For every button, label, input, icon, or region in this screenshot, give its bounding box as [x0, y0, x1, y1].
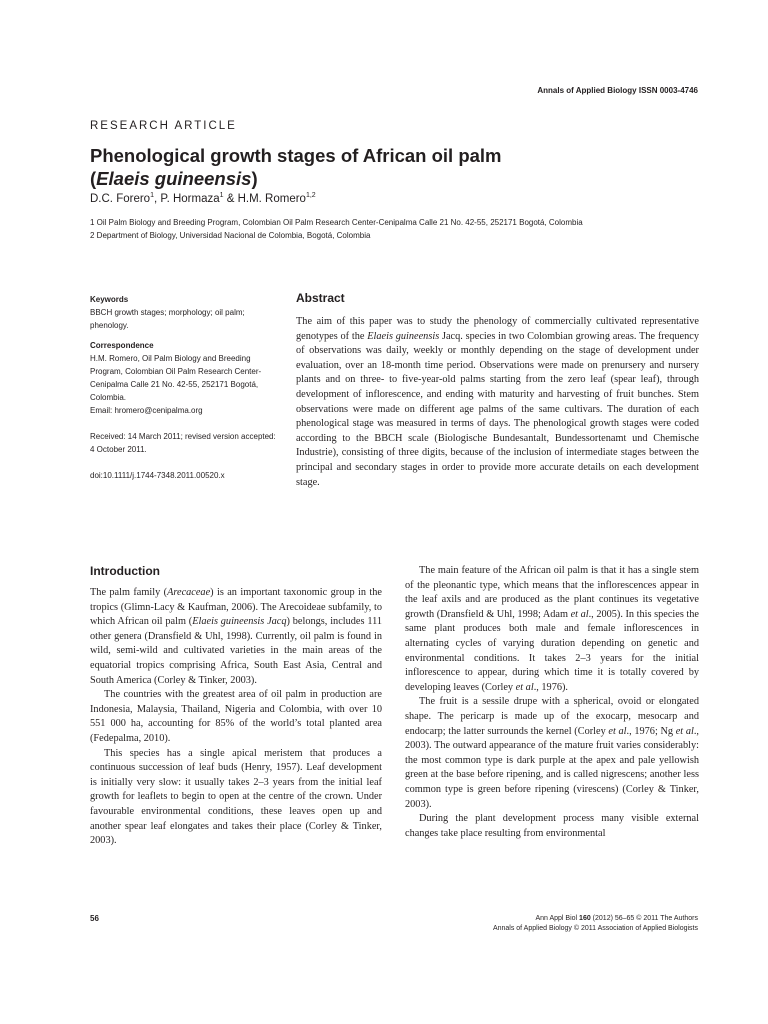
- intro-paragraph-2: The countries with the greatest area of oil palm in production are Indonesia, Malaysia, Thailand, Nigeria and Colombia, with over 10 551 000 ha, accounting for 85% of the world’s total planted area (Fedepalma, 2010).: [90, 689, 382, 744]
- author-romero: H.M. Romero: [237, 192, 306, 205]
- affiliation-2: 2 Department of Biology, Universidad Nacional de Colombia, Bogotá, Colombia: [90, 231, 371, 240]
- keywords-heading: Keywords: [90, 295, 129, 304]
- intro-paragraph-5: The fruit is a sessile drupe with a spherical, ovoid or elongated shape. The pericarp is made up of the exocarp, mesocarp and endocarp; the latter surrounds the kernel (Corley et al., 1976; Ng et al., 2003). The outward appearance of the mature fruit varies considerably: the most common type is dark purple at the apex and pale yellowish green at the base before ripening, and is called nigrescens; another less common type is green before ripening (virescens) (Corley & Tinker, 2003).: [405, 696, 700, 810]
- intro-paragraph-6: During the plant development process many visible external changes take place resulting from environmental: [405, 813, 699, 839]
- article-sidebar: [90, 293, 280, 482]
- body-column-left: [90, 586, 382, 849]
- intro-paragraph-1: The palm family (Arecaceae) is an important taxonomic group in the tropics (Glimn-Lacy & Kaufman, 2006). The Arecoideae subfamily, to which African oil palm (Elaeis guineensis Jacq) belongs, includes 111 other genera (Dransfield & Uhl, 1998). Currently, oil palm is found in wild, semi-wild and cultivated varieties in the main areas of the equatorial tropics comprising Africa, South East Asia, Central and South America (Corley & Tinker, 2003).: [90, 587, 383, 686]
- footer-citation: Ann Appl Biol 160 (2012) 56–65 © 2011 The Authors: [535, 915, 698, 922]
- correspondence-text: H.M. Romero, Oil Palm Biology and Breeding Program, Colombian Oil Palm Research Center-Cenipalma Calle 21 No. 42-55, 252171 Bogotá, Colombia.: [90, 354, 262, 402]
- author-hormaza-affil: 1: [219, 192, 224, 199]
- author-list: [90, 192, 316, 205]
- abstract-part1: The aim of this paper was to study the phenology of commercially cultivated representative genotypes of the: [296, 316, 699, 342]
- body-column-right: [405, 564, 699, 841]
- keywords-text: BBCH growth stages; morphology; oil palm; phenology.: [90, 308, 245, 330]
- affiliation-1: 1 Oil Palm Biology and Breeding Program, Colombian Oil Palm Research Center-Cenipalma Calle 21 No. 42-55, 252171 Bogotá, Colombia: [90, 218, 583, 227]
- intro-paragraph-4: The main feature of the African oil palm is that it has a single stem of the pleonantic type, which means that the inflorescences appear in the leaf axils and are produced as the plant continues its vegetative growth (Dransfield & Uhl, 1998; Adam et al., 2005). In this species the same plant produces both male and female inflorescences in alternating cycles of varying duration depending on genetic and environmental conditions. It takes 2–3 years for the initial inflorescence to appear, during which time it is totally covered by developing leaves (Corley et al., 1976).: [405, 565, 699, 693]
- page-number: 56: [90, 914, 99, 923]
- introduction-heading: Introduction: [90, 564, 160, 578]
- abstract-text: [296, 315, 699, 490]
- author-forero-affil: 1: [150, 192, 154, 199]
- author-separator: ,: [153, 192, 161, 205]
- title-close-paren: ): [251, 168, 258, 189]
- email-link[interactable]: Email: hromero@cenipalma.org: [90, 406, 203, 415]
- title-species: Elaeis guineensis: [96, 168, 252, 189]
- page-footer: [493, 914, 698, 934]
- author-romero-affil: 1,2: [305, 192, 316, 199]
- journal-header: Annals of Applied Biology ISSN 0003-4746: [537, 86, 698, 95]
- article-type-label: RESEARCH ARTICLE: [90, 120, 237, 132]
- doi-link[interactable]: doi:10.1111/j.1744-7348.2011.00520.x: [90, 471, 225, 480]
- author-hormaza: P. Hormaza: [160, 192, 220, 205]
- received-dates: Received: 14 March 2011; revised version accepted: 4 October 2011.: [90, 432, 276, 454]
- author-separator: &: [223, 192, 238, 205]
- author-forero: D.C. Forero: [90, 192, 151, 205]
- abstract-heading: Abstract: [296, 291, 345, 305]
- abstract-part2: Jacq. species in two Colombian growing areas. The frequency of observations was daily, weekly or monthly depending on the stage of development under evaluation, over an 18-month time period. Observations were made on prenursery and nursery plants and on three- to five-year-old palms starting from the zero leaf (spear leaf), through development of inflorescence, and ending with maturity and harvesting of fruit bunches. Stem observations were made on different age palms of the same cultivars. The duration of each phenological stage was measured in terms of days. The phenological growth stages were coded according to the BBCH scale (Biologische Bundesantalt, Bundessortenamt und Chemische Industrie), consisting of three digits, because of the inclusion of intermediate stages between the principal and secondary stages in order to provide more accurate details on each development stage.: [296, 330, 699, 488]
- title-line1: Phenological growth stages of African oil palm: [90, 145, 502, 166]
- abstract-species: Elaeis guineensis: [367, 330, 440, 342]
- footer-copyright: Annals of Applied Biology © 2011 Association of Applied Biologists: [492, 925, 698, 932]
- intro-paragraph-3: This species has a single apical meristem that produces a continuous succession of leaf buds (Henry, 1957). Leaf development is initially very slow: it usually takes 2–3 years from the initial leaf growth for leaflets to begin to open at the centre of the crown. Under favourable environmental conditions, these leaves open up and another spear leaf elongates and takes their place (Corley & Tinker, 2003).: [90, 747, 382, 847]
- title-open-paren: (: [90, 168, 97, 189]
- article-title: [90, 144, 690, 190]
- correspondence-heading: Correspondence: [90, 341, 154, 350]
